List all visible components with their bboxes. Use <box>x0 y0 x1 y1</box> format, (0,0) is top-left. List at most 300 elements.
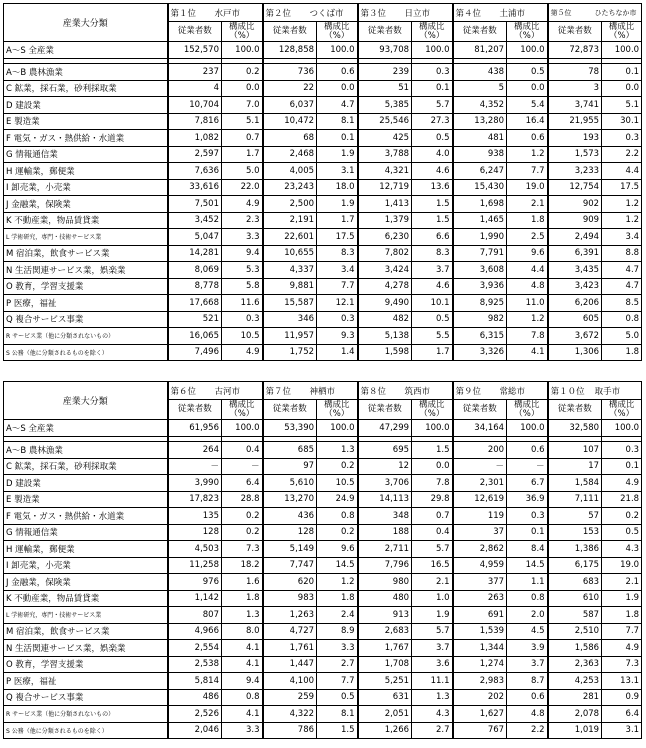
ratio-cell: 0.6 <box>507 442 548 459</box>
ratio-cell: 5.7 <box>412 623 453 640</box>
employees-cell: 6,315 <box>453 328 507 345</box>
ratio-cell: 1.3 <box>412 689 453 706</box>
table-row <box>4 722 642 739</box>
ratio-cell: 0.8 <box>222 689 263 706</box>
category-cell: S 公務（他に分類されるものを除く） <box>4 722 168 739</box>
employees-cell: 1,274 <box>453 656 507 673</box>
ratio-cell: 6.7 <box>507 475 548 492</box>
employees-cell: 1,990 <box>453 229 507 246</box>
employees-cell: 8,069 <box>168 262 222 279</box>
ratio-cell: 4.9 <box>602 640 642 657</box>
employees-cell: 481 <box>453 130 507 147</box>
ratio-cell: 11.6 <box>222 295 263 312</box>
ratio-cell: 5.4 <box>507 97 548 114</box>
table-row <box>4 130 642 147</box>
ratio-cell: 5.3 <box>222 262 263 279</box>
employees-cell: 47,299 <box>358 420 412 437</box>
employees-cell: 4,352 <box>453 97 507 114</box>
ratio-cell: 0.5 <box>412 311 453 328</box>
employees-cell: 5,138 <box>358 328 412 345</box>
employees-cell: 2,500 <box>263 196 317 213</box>
ratio-cell: 1.8 <box>602 344 642 361</box>
employees-header: 従業者数 <box>263 22 317 42</box>
ratio-cell: 0.1 <box>602 64 642 81</box>
ratio-cell: 0.2 <box>317 524 358 541</box>
ratio-cell: 0.3 <box>507 508 548 525</box>
employees-cell: 57 <box>548 508 602 525</box>
category-cell: J 金融業，保険業 <box>4 196 168 213</box>
employees-cell: 188 <box>358 524 412 541</box>
category-cell: C 鉱業，採石業，砂利採取業 <box>4 458 168 475</box>
ratio-cell: 4.3 <box>602 541 642 558</box>
employees-cell: 691 <box>453 607 507 624</box>
employees-cell: 807 <box>168 607 222 624</box>
ratio-cell: 100.0 <box>317 420 358 437</box>
employees-cell: 15,587 <box>263 295 317 312</box>
employees-cell: 3,990 <box>168 475 222 492</box>
employees-cell: 5,385 <box>358 97 412 114</box>
ratio-cell: 4.6 <box>412 278 453 295</box>
ratio-cell: 0.5 <box>602 524 642 541</box>
employees-cell: 1,584 <box>548 475 602 492</box>
ratio-cell: 3.4 <box>602 229 642 246</box>
ratio-cell: 30.1 <box>602 113 642 130</box>
ratio-cell: 0.4 <box>412 524 453 541</box>
table-row <box>4 245 642 262</box>
ratio-cell: 4.3 <box>412 706 453 723</box>
ratio-cell: 27.3 <box>412 113 453 130</box>
table-row <box>4 656 642 673</box>
ratio-cell: 7.3 <box>602 656 642 673</box>
employees-cell: 4,959 <box>453 557 507 574</box>
employees-cell: 264 <box>168 442 222 459</box>
ratio-cell: 5.0 <box>602 328 642 345</box>
employees-cell: 1,344 <box>453 640 507 657</box>
ratio-cell: 22.0 <box>222 179 263 196</box>
employees-cell: 72,873 <box>548 42 602 59</box>
table-row <box>4 491 642 508</box>
ratio-cell: 0.1 <box>317 130 358 147</box>
ratio-cell: 0.4 <box>222 442 263 459</box>
ratio-cell: 0.5 <box>507 64 548 81</box>
ratio-cell: 7.0 <box>222 97 263 114</box>
ratio-cell: 1.8 <box>602 607 642 624</box>
ratio-cell: 2.1 <box>602 574 642 591</box>
employees-cell: 610 <box>548 590 602 607</box>
category-cell: K 不動産業，物品賃貸業 <box>4 212 168 229</box>
employees-cell: 2,301 <box>453 475 507 492</box>
ratio-cell: 100.0 <box>507 420 548 437</box>
category-cell: H 運輸業，郵便業 <box>4 163 168 180</box>
employees-cell: 281 <box>548 689 602 706</box>
category-cell: A～B 農林漁業 <box>4 64 168 81</box>
ratio-cell: 1.9 <box>412 607 453 624</box>
ratio-cell: 9.4 <box>222 245 263 262</box>
category-cell: Q 複合サービス事業 <box>4 311 168 328</box>
table-row <box>4 590 642 607</box>
employees-cell: 3,452 <box>168 212 222 229</box>
table-row <box>4 97 642 114</box>
employees-cell: 2,538 <box>168 656 222 673</box>
employees-cell: 2,078 <box>548 706 602 723</box>
ratio-cell: 4.9 <box>602 475 642 492</box>
table-row <box>4 607 642 624</box>
employees-cell: 107 <box>548 442 602 459</box>
table-row <box>4 179 642 196</box>
ratio-header: 構成比 （%） <box>222 400 263 420</box>
ratio-cell: 1.2 <box>507 146 548 163</box>
employees-cell: 202 <box>453 689 507 706</box>
employees-cell: 16,065 <box>168 328 222 345</box>
ratio-cell: 8.9 <box>317 623 358 640</box>
ratio-cell: 13.1 <box>602 673 642 690</box>
table-row <box>4 673 642 690</box>
table-row <box>4 420 642 437</box>
ratio-cell: 18.0 <box>317 179 358 196</box>
employees-cell: 22 <box>263 80 317 97</box>
employees-cell: 1,379 <box>358 212 412 229</box>
employees-cell: 34,164 <box>453 420 507 437</box>
employees-cell: 1,266 <box>358 722 412 739</box>
employees-cell: 12,719 <box>358 179 412 196</box>
table-row <box>4 163 642 180</box>
employees-cell: 2,862 <box>453 541 507 558</box>
ratio-cell: 100.0 <box>602 420 642 437</box>
ratio-cell: 8.0 <box>222 623 263 640</box>
employees-cell: 1,019 <box>548 722 602 739</box>
employees-cell: 980 <box>358 574 412 591</box>
employees-cell: 2,597 <box>168 146 222 163</box>
ratio-cell: 1.2 <box>602 196 642 213</box>
table-row <box>4 80 642 97</box>
ratio-cell: 0.3 <box>222 311 263 328</box>
ratio-cell: 16.5 <box>412 557 453 574</box>
employees-cell: 7,816 <box>168 113 222 130</box>
ratio-cell: 0.8 <box>317 508 358 525</box>
employees-cell: 17 <box>548 458 602 475</box>
ratio-cell: 4.4 <box>507 262 548 279</box>
ratio-cell: 3.6 <box>412 656 453 673</box>
ratio-cell: 1.2 <box>602 212 642 229</box>
employees-cell: 68 <box>263 130 317 147</box>
table-row <box>4 689 642 706</box>
ratio-cell: 1.3 <box>317 442 358 459</box>
ratio-cell: 100.0 <box>412 420 453 437</box>
category-cell: N 生活関連サービス業，娯楽業 <box>4 262 168 279</box>
ratio-cell: 1.3 <box>222 607 263 624</box>
employees-header: 従業者数 <box>263 400 317 420</box>
table-body <box>4 42 642 361</box>
ratio-cell: 4.5 <box>507 623 548 640</box>
table-row <box>4 557 642 574</box>
ratio-header: 構成比 （%） <box>507 22 548 42</box>
employees-cell: 14,281 <box>168 245 222 262</box>
ratio-cell: 7.7 <box>317 278 358 295</box>
employees-cell: 4 <box>168 80 222 97</box>
employees-cell: 15,430 <box>453 179 507 196</box>
ratio-cell: 0.8 <box>507 590 548 607</box>
employees-cell: 2,683 <box>358 623 412 640</box>
table-row <box>4 640 642 657</box>
employees-cell: 32,580 <box>548 420 602 437</box>
table-row <box>4 508 642 525</box>
employees-cell: 81,207 <box>453 42 507 59</box>
category-cell: E 製造業 <box>4 491 168 508</box>
table-row <box>4 262 642 279</box>
employees-cell: 1,082 <box>168 130 222 147</box>
employees-cell: 786 <box>263 722 317 739</box>
table-row <box>4 196 642 213</box>
ratio-cell: 100.0 <box>317 42 358 59</box>
ratio-cell: 1.2 <box>507 311 548 328</box>
ratio-cell: 0.5 <box>317 689 358 706</box>
table-row <box>4 113 642 130</box>
ratio-cell: 14.5 <box>317 557 358 574</box>
ratio-cell: 0.2 <box>222 508 263 525</box>
ratio-header: 構成比 （%） <box>317 400 358 420</box>
employees-cell: 938 <box>453 146 507 163</box>
employees-cell: 259 <box>263 689 317 706</box>
employees-cell: 128 <box>168 524 222 541</box>
rank-header-9: 第９位 常総市 <box>453 382 548 400</box>
table-body <box>4 420 642 739</box>
employees-cell: 5,047 <box>168 229 222 246</box>
category-cell: D 建設業 <box>4 475 168 492</box>
ratio-cell: 4.8 <box>507 278 548 295</box>
employees-cell: 23,243 <box>263 179 317 196</box>
table-row <box>4 146 642 163</box>
ratio-cell: 4.7 <box>602 278 642 295</box>
ratio-cell: 1.2 <box>317 574 358 591</box>
category-cell: F 電気・ガス・熱供給・水道業 <box>4 130 168 147</box>
ratio-cell: 3.3 <box>222 229 263 246</box>
ratio-cell: 2.7 <box>317 656 358 673</box>
employees-cell: 51 <box>358 80 412 97</box>
ratio-cell: 17.5 <box>602 179 642 196</box>
employees-cell: 7,111 <box>548 491 602 508</box>
ratio-cell: 3.7 <box>412 640 453 657</box>
ratio-cell: 5.7 <box>412 541 453 558</box>
ratio-cell: 12.1 <box>317 295 358 312</box>
employees-cell: 153 <box>548 524 602 541</box>
ratio-cell: 0.7 <box>412 508 453 525</box>
employees-cell: 2,191 <box>263 212 317 229</box>
ratio-cell: 0.2 <box>317 458 358 475</box>
employees-cell: 93,708 <box>358 42 412 59</box>
ratio-cell: 100.0 <box>412 42 453 59</box>
ratio-cell: 1.7 <box>317 212 358 229</box>
employees-cell: 683 <box>548 574 602 591</box>
ratio-cell: 4.1 <box>222 706 263 723</box>
employees-cell: 37 <box>453 524 507 541</box>
employees-cell: 1,263 <box>263 607 317 624</box>
employees-cell: 9,490 <box>358 295 412 312</box>
ratio-cell: 6.4 <box>602 706 642 723</box>
employees-cell: 6,247 <box>453 163 507 180</box>
ratio-cell: 8.5 <box>602 295 642 312</box>
ratio-cell: 7.3 <box>222 541 263 558</box>
ratio-cell: 24.9 <box>317 491 358 508</box>
ratio-cell: 5.7 <box>412 97 453 114</box>
ratio-cell: 10.5 <box>222 328 263 345</box>
category-header: 産業大分類 <box>4 4 168 42</box>
ratio-cell: 4.1 <box>222 656 263 673</box>
ratio-cell: 8.4 <box>507 541 548 558</box>
ratio-cell: 4.4 <box>602 163 642 180</box>
ratio-cell: － <box>507 458 548 475</box>
ratio-cell: 5.0 <box>222 163 263 180</box>
ratio-header: 構成比 （%） <box>507 400 548 420</box>
employees-cell: 5,610 <box>263 475 317 492</box>
ratio-cell: 0.0 <box>507 80 548 97</box>
rank-header-6: 第６位 古河市 <box>168 382 263 400</box>
ratio-cell: 3.3 <box>317 640 358 657</box>
employees-cell: 3,672 <box>548 328 602 345</box>
employees-cell: 1,752 <box>263 344 317 361</box>
employees-cell: 909 <box>548 212 602 229</box>
ratio-header: 構成比 （%） <box>412 22 453 42</box>
ratio-cell: 1.5 <box>412 212 453 229</box>
employees-cell: 4,503 <box>168 541 222 558</box>
employees-cell: 4,337 <box>263 262 317 279</box>
ratio-cell: 1.1 <box>507 574 548 591</box>
employees-cell: 425 <box>358 130 412 147</box>
employees-cell: 605 <box>548 311 602 328</box>
employees-cell: 4,321 <box>358 163 412 180</box>
ratio-cell: 3.3 <box>222 722 263 739</box>
ratio-cell: 9.4 <box>222 673 263 690</box>
ratio-cell: 7.7 <box>507 163 548 180</box>
employees-cell: 486 <box>168 689 222 706</box>
employees-cell: 1,539 <box>453 623 507 640</box>
ratio-cell: 1.8 <box>317 590 358 607</box>
employees-cell: 7,636 <box>168 163 222 180</box>
table-row <box>4 458 642 475</box>
category-cell: E 製造業 <box>4 113 168 130</box>
employees-cell: 1,306 <box>548 344 602 361</box>
employees-cell: 1,767 <box>358 640 412 657</box>
ratio-cell: 2.3 <box>222 212 263 229</box>
ratio-cell: 0.1 <box>507 524 548 541</box>
category-cell: G 情報通信業 <box>4 146 168 163</box>
employees-cell: 913 <box>358 607 412 624</box>
employees-cell: 377 <box>453 574 507 591</box>
employees-cell: 4,100 <box>263 673 317 690</box>
employees-cell: 4,278 <box>358 278 412 295</box>
employees-cell: 348 <box>358 508 412 525</box>
employees-cell: 200 <box>453 442 507 459</box>
employees-cell: 6,391 <box>548 245 602 262</box>
employees-header: 従業者数 <box>453 22 507 42</box>
employees-cell: 767 <box>453 722 507 739</box>
table-row <box>4 212 642 229</box>
employees-cell: 119 <box>453 508 507 525</box>
table-row <box>4 42 642 59</box>
employees-cell: 2,554 <box>168 640 222 657</box>
employees-cell: 4,253 <box>548 673 602 690</box>
category-cell: D 建設業 <box>4 97 168 114</box>
ratio-cell: 0.6 <box>507 689 548 706</box>
ratio-cell: 4.7 <box>317 97 358 114</box>
ratio-cell: 4.1 <box>222 640 263 657</box>
ratio-cell: 21.8 <box>602 491 642 508</box>
ratio-cell: 1.9 <box>317 146 358 163</box>
employees-cell: 3,435 <box>548 262 602 279</box>
employees-cell: 21,955 <box>548 113 602 130</box>
ratio-cell: 2.4 <box>317 607 358 624</box>
employees-cell: 22,601 <box>263 229 317 246</box>
employees-cell: 1,761 <box>263 640 317 657</box>
employees-cell: 193 <box>548 130 602 147</box>
ratio-cell: 7.7 <box>317 673 358 690</box>
employees-cell: 4,322 <box>263 706 317 723</box>
ratio-cell: 7.8 <box>507 328 548 345</box>
ratio-cell: 0.0 <box>602 80 642 97</box>
ratio-cell: 1.9 <box>602 590 642 607</box>
ratio-cell: 9.6 <box>317 541 358 558</box>
ratio-cell: 100.0 <box>602 42 642 59</box>
ratio-cell: 2.2 <box>507 722 548 739</box>
ratio-cell: 1.9 <box>317 196 358 213</box>
ratio-cell: 5.8 <box>222 278 263 295</box>
ratio-cell: 1.8 <box>507 212 548 229</box>
table-row <box>4 328 642 345</box>
ratio-cell: 4.9 <box>222 196 263 213</box>
employees-cell: 2,526 <box>168 706 222 723</box>
employees-cell: 685 <box>263 442 317 459</box>
employees-cell: 2,468 <box>263 146 317 163</box>
employees-cell: 2,711 <box>358 541 412 558</box>
employees-header: 従業者数 <box>168 22 222 42</box>
employees-header: 従業者数 <box>548 400 602 420</box>
employees-cell: 3,423 <box>548 278 602 295</box>
ratio-cell: 7.8 <box>412 475 453 492</box>
ratio-cell: 1.5 <box>412 196 453 213</box>
employees-cell: 4,966 <box>168 623 222 640</box>
ratio-cell: 0.8 <box>602 311 642 328</box>
employees-cell: 152,570 <box>168 42 222 59</box>
category-cell: I 卸売業，小売業 <box>4 557 168 574</box>
employees-cell: 61,956 <box>168 420 222 437</box>
ratio-cell: － <box>222 458 263 475</box>
ratio-cell: 8.3 <box>317 245 358 262</box>
table-row <box>4 442 642 459</box>
ratio-cell: 5.1 <box>602 97 642 114</box>
rank-header-8: 第８位 筑西市 <box>358 382 453 400</box>
table-row <box>4 623 642 640</box>
category-cell: F 電気・ガス・熱供給・水道業 <box>4 508 168 525</box>
ratio-cell: 0.0 <box>222 80 263 97</box>
table-row <box>4 475 642 492</box>
employees-cell: 3,326 <box>453 344 507 361</box>
ratio-cell: 36.9 <box>507 491 548 508</box>
employees-cell: 239 <box>358 64 412 81</box>
employees-cell: 736 <box>263 64 317 81</box>
employees-cell: 1,708 <box>358 656 412 673</box>
ratio-cell: 100.0 <box>222 420 263 437</box>
employees-cell: － <box>168 458 222 475</box>
employees-cell: 17,823 <box>168 491 222 508</box>
rank-header-10: 第１０位 取手市 <box>548 382 642 400</box>
employees-cell: 982 <box>453 311 507 328</box>
ratio-cell: 6.4 <box>222 475 263 492</box>
table-row <box>4 64 642 81</box>
employees-cell: 587 <box>548 607 602 624</box>
employees-cell: 521 <box>168 311 222 328</box>
employees-cell: 14,113 <box>358 491 412 508</box>
employees-header: 従業者数 <box>168 400 222 420</box>
employees-cell: 12 <box>358 458 412 475</box>
